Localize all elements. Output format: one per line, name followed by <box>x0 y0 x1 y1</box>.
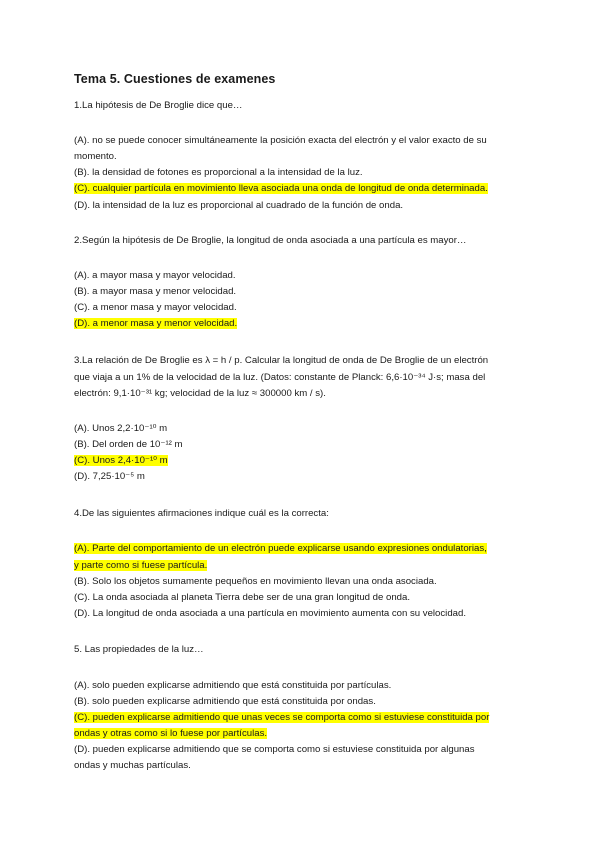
line-text: (C). Unos 2,4·10⁻¹⁰ m <box>74 455 168 466</box>
q1-option-a <box>74 134 487 147</box>
q5-option-b <box>74 695 376 708</box>
q4-option-a-cont <box>74 559 207 572</box>
line-text: 5. Las propiedades de la luz… <box>74 644 204 655</box>
line-text: (B). la densidad de fotones es proporcional a la intensidad de la luz. <box>74 167 363 178</box>
q5-option-a <box>74 679 391 692</box>
line-text: (C). cualquier partícula en movimiento lleva asociada una onda de longitud de onda determinada. <box>74 183 488 194</box>
line-text: ondas y otras como si lo fuese por partículas. <box>74 728 268 739</box>
q3-option-a <box>74 422 167 435</box>
q2-option-a <box>74 269 236 282</box>
line-text: (D). La longitud de onda asociada a una partícula en movimiento aumenta con su velocidad. <box>74 608 466 619</box>
line-text: momento. <box>74 151 117 162</box>
q2-option-b <box>74 285 236 298</box>
line-text: (B). a mayor masa y menor velocidad. <box>74 286 237 297</box>
line-text: 2.Según la hipótesis de De Broglie, la longitud de onda asociada a una partícula es mayor… <box>74 235 467 246</box>
q4-option-d <box>74 607 466 620</box>
line-text: (D). pueden explicarse admitiendo que se comporta como si estuviese constituida por algunas <box>74 744 475 755</box>
line-text: 3.La relación de De Broglie es λ = h / p. Calcular la longitud de onda de De Broglie de un electrón <box>74 355 489 366</box>
line-text: (C). a menor masa y mayor velocidad. <box>74 302 237 313</box>
line-text: electrón: 9,1·10⁻³¹ kg; velocidad de la luz ≈ 300000 km / s). <box>74 388 326 399</box>
q1-option-b <box>74 166 363 179</box>
q5-option-c <box>74 711 489 724</box>
q2-option-d <box>74 317 237 330</box>
q4-option-b <box>74 575 437 588</box>
q3-option-c <box>74 454 168 467</box>
line-text: ondas y muchas partículas. <box>74 760 191 771</box>
q1-option-a-cont <box>74 150 117 163</box>
q5-option-c-cont <box>74 727 267 740</box>
line-text: 4.De las siguientes afirmaciones indique cuál es la correcta: <box>74 508 329 519</box>
question-2-stem <box>74 234 467 247</box>
line-text: (D). 7,25·10⁻⁵ m <box>74 471 145 482</box>
line-text: que viaja a un 1% de la velocidad de la luz. (Datos: constante de Planck: 6,6·10⁻³⁴ J·s; masa del <box>74 372 486 383</box>
q2-option-c <box>74 301 237 314</box>
line-text: (D). la intensidad de la luz es proporcional al cuadrado de la función de onda. <box>74 200 404 211</box>
q3-option-b <box>74 438 183 451</box>
line-text: 1.La hipótesis de De Broglie dice que… <box>74 100 243 111</box>
question-3-stem-cont <box>74 371 485 384</box>
q5-option-d-cont <box>74 759 191 772</box>
line-text: (A). solo pueden explicarse admitiendo que está constituida por partículas. <box>74 680 392 691</box>
line-text: (A). no se puede conocer simultáneamente la posición exacta del electrón y el valor exacto de su <box>74 135 487 146</box>
q4-option-c <box>74 591 410 604</box>
question-1-stem <box>74 99 243 112</box>
line-text: (B). solo pueden explicarse admitiendo que está constituida por ondas. <box>74 696 376 707</box>
line-text: (A). Unos 2,2·10⁻¹⁰ m <box>74 423 168 434</box>
q3-option-d <box>74 470 145 483</box>
q1-option-d <box>74 199 403 212</box>
question-3-stem <box>74 354 488 367</box>
q5-option-d <box>74 743 475 756</box>
line-text: (A). Parte del comportamiento de un electrón puede explicarse usando expresiones ondulatorias, <box>74 543 487 554</box>
line-text: (C). pueden explicarse admitiendo que unas veces se comporta como si estuviese constituida por <box>74 712 490 723</box>
question-5-stem <box>74 643 204 656</box>
line-text: (D). a menor masa y menor velocidad. <box>74 318 238 329</box>
line-text: (B). Solo los objetos sumamente pequeños en movimiento llevan una onda asociada. <box>74 576 437 587</box>
question-4-stem <box>74 507 329 520</box>
q4-option-a <box>74 542 487 555</box>
line-text: (A). a mayor masa y mayor velocidad. <box>74 270 236 281</box>
question-3-stem-cont2 <box>74 387 326 400</box>
document-title: Tema 5. Cuestiones de examenes <box>74 72 276 86</box>
line-text: (C). La onda asociada al planeta Tierra debe ser de una gran longitud de onda. <box>74 592 411 603</box>
line-text: y parte como si fuese partícula. <box>74 560 208 571</box>
q1-option-c <box>74 182 488 195</box>
line-text: (B). Del orden de 10⁻¹² m <box>74 439 183 450</box>
